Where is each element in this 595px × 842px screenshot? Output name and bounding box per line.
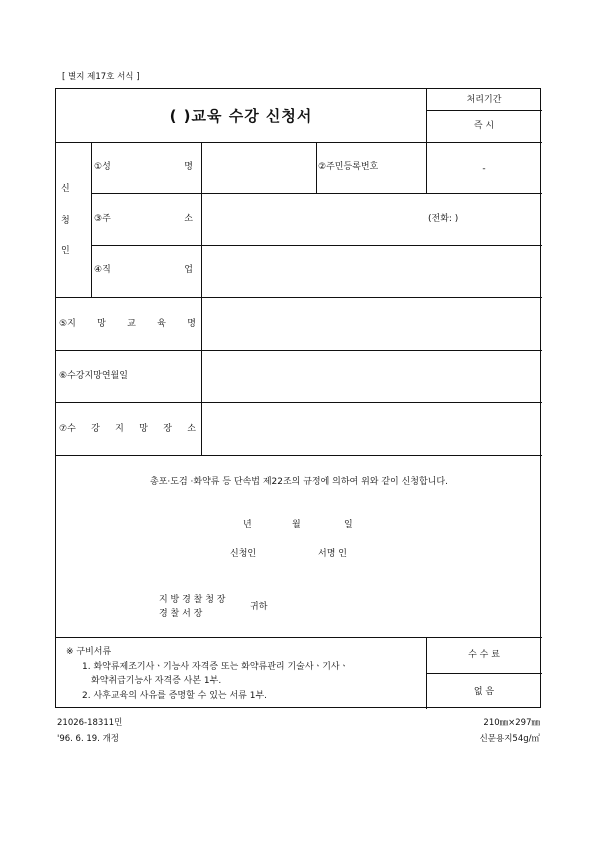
applicant-label-1: 신 [61, 184, 70, 194]
label-col-divider [201, 142, 202, 455]
fee-label: 수 수 료 [468, 650, 500, 660]
document-item-1: 1. 화약류제조기사ㆍ기능사 자격증 또는 화약류관리 기술사ㆍ기사ㆍ [82, 662, 349, 672]
row-line-5 [56, 402, 542, 403]
paper-size: 210㎜×297㎜ [483, 718, 540, 728]
revision-date: '96. 6. 19. 개정 [57, 734, 120, 744]
rrn-label: ②주민등록번호 [318, 162, 379, 172]
course-name-label: ⑤지 망 교 육 명 [59, 319, 196, 329]
form-number: [ 별지 제17호 서식 ] [62, 72, 140, 82]
row-line-7 [56, 637, 542, 638]
row-line-2 [91, 245, 542, 246]
rrn-value: - [482, 164, 486, 174]
row-line-3 [56, 297, 542, 298]
signature-seal-label: 서명 인 [318, 549, 347, 559]
addressee-line-2: 경 찰 서 장 [159, 609, 203, 619]
statement-text: 총포·도검 ·화약류 등 단속법 제22조의 규정에 의하여 위와 같이 신청합니다. [150, 477, 448, 487]
address-label: ③주 소 [94, 214, 193, 224]
fee-line [426, 673, 542, 674]
honorific: 귀하 [250, 602, 268, 612]
applicant-label-3: 인 [61, 246, 70, 256]
row-line-1 [91, 193, 542, 194]
row-line-6 [56, 455, 542, 456]
applicant-col-divider [91, 142, 92, 297]
addressee-line-1: 지 방 경 찰 청 장 [159, 595, 226, 605]
document-item-1-cont: 화약취급기능사 자격증 사본 1부. [91, 676, 222, 686]
applicant-signature-label: 신청인 [230, 549, 257, 559]
header-bottom-line [56, 142, 542, 143]
processing-divider [426, 110, 542, 111]
processing-period-value: 즉 시 [473, 121, 495, 131]
name-label: ①성 명 [94, 162, 193, 172]
job-label: ④직 업 [94, 265, 193, 275]
applicant-label-2: 청 [61, 216, 70, 226]
form-title: ( )교육 수강 신청서 [169, 107, 313, 125]
phone-label: (전화: ) [428, 214, 459, 224]
processing-period-label: 처리기간 [466, 95, 502, 105]
row-line-4 [56, 350, 542, 351]
rrn-left-divider [316, 142, 317, 193]
form-code: 21026-18311민 [57, 718, 123, 728]
fee-value: 없 음 [473, 687, 495, 697]
course-place-label: ⑦수 강 지 망 장 소 [59, 424, 196, 434]
date-year: 년 [243, 520, 252, 530]
date-day: 일 [344, 520, 353, 530]
paper-type: 신문용지54g/㎡ [479, 734, 540, 744]
application-form [55, 88, 541, 708]
documents-title: ※ 구비서류 [66, 647, 112, 657]
date-month: 월 [292, 520, 301, 530]
document-item-2: 2. 사후교육의 사유를 증명할 수 있는 서류 1부. [82, 691, 267, 701]
course-date-label: ⑥수강지망연월일 [59, 371, 128, 381]
